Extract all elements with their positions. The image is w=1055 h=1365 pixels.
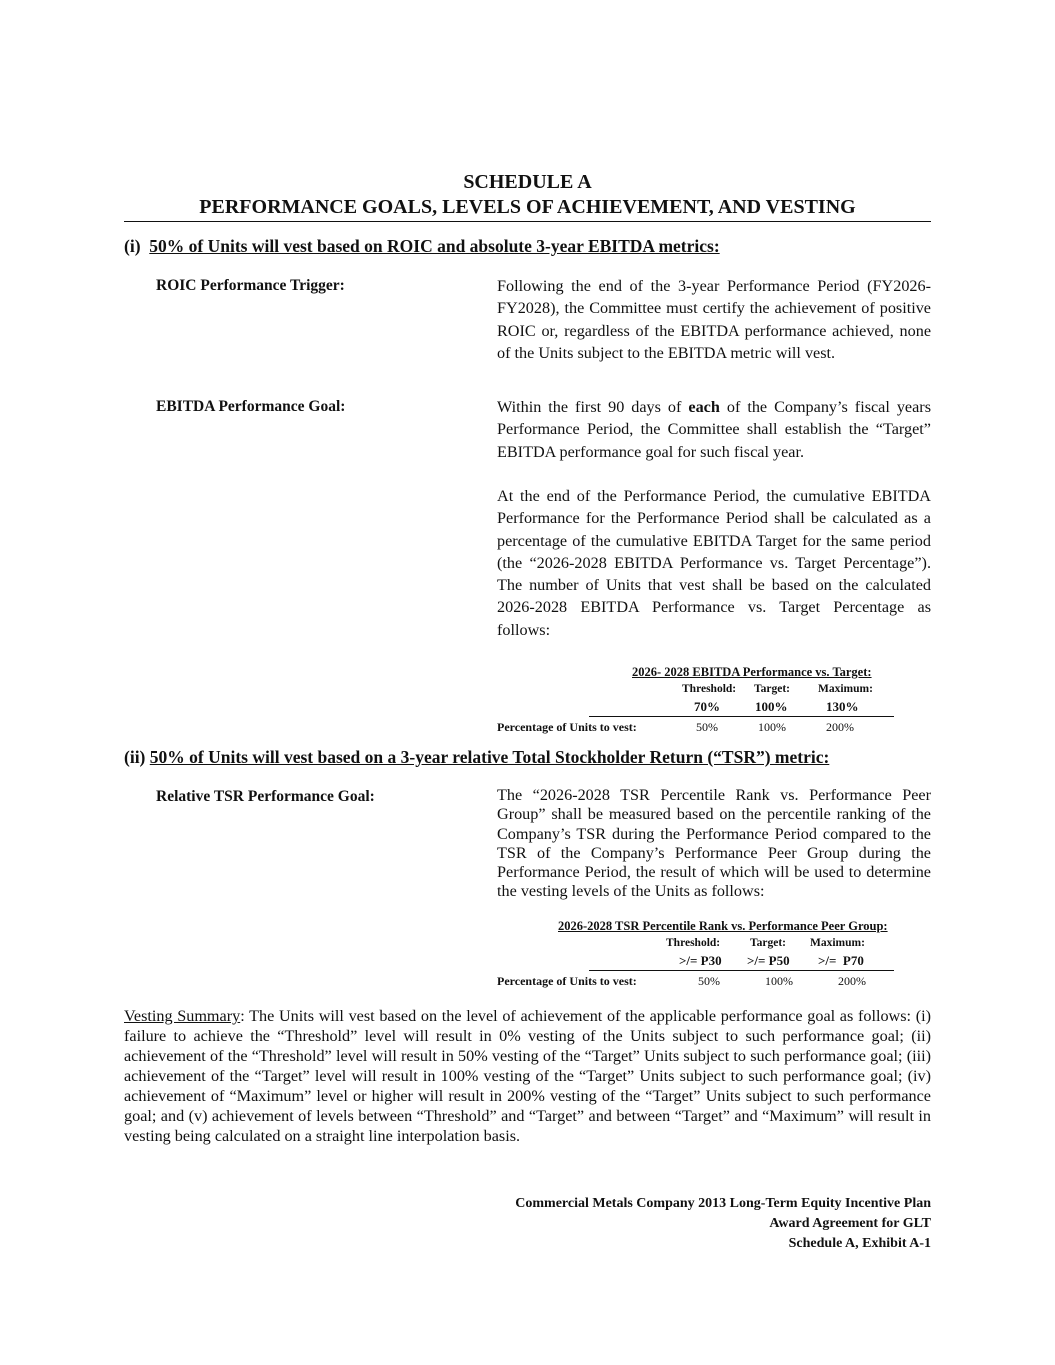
page-title — [124, 170, 931, 222]
roic-text: Following the end of the 3-year Performance Period (FY2026-FY2028), the Committee must certify the achievement of positive ROIC or, regardless of the EBITDA performance achieved, none of the Units subject to the EBITDA metric will vest. — [497, 277, 931, 362]
page-footer — [515, 1194, 931, 1254]
ebitda-text-2: At the end of the Performance Period, the cumulative EBITDA Performance for the Performance Period shall be calculated as a percentage of the cumulative EBITDA Target for the same period (the “2026-2028 EBITDA Performance vs. Target Percentage”). The number of Units that vest shall be based on the calculated 2026-2028 EBITDA Performance vs. Target Percentage as follows: — [497, 487, 931, 639]
ebitda-target-pct: 100% — [758, 720, 786, 734]
roic-label: ROIC Performance Trigger: — [156, 277, 345, 294]
tsr-target-value: >/= P50 — [747, 953, 790, 968]
tsr-threshold-name: Threshold: — [666, 937, 721, 949]
tsr-table-heading: 2026-2028 TSR Percentile Rank vs. Performance Peer Group: — [558, 919, 888, 933]
ebitda-maximum-name: Maximum: — [818, 683, 873, 695]
ebitda-text-1-bold: each — [688, 398, 720, 416]
tsr-target-pct: 100% — [765, 974, 793, 988]
section-ii-number: (ii) — [124, 747, 146, 767]
section-i-number: (i) — [124, 236, 141, 256]
ebitda-threshold-value: 70% — [694, 699, 720, 714]
ebitda-maximum-value: 130% — [826, 699, 859, 714]
tsr-maximum-value: >/= P70 — [818, 953, 864, 968]
tsr-maximum-name: Maximum: — [810, 937, 865, 949]
section-i-heading — [124, 236, 720, 257]
ebitda-maximum-pct: 200% — [826, 720, 854, 734]
footer-line-1: Commercial Metals Company 2013 Long-Term Equity Incentive Plan — [515, 1196, 931, 1211]
title-line-2: PERFORMANCE GOALS, LEVELS OF ACHIEVEMENT, AND VESTING — [199, 196, 856, 218]
ebitda-row-label: Percentage of Units to vest: — [497, 720, 637, 734]
footer-line-2: Award Agreement for GLT — [769, 1216, 931, 1231]
vesting-summary-label: Vesting Summary — [124, 1007, 241, 1025]
ebitda-text-1-before: Within the first 90 days of — [497, 398, 689, 416]
ebitda-target-value: 100% — [755, 699, 788, 714]
ebitda-table-rule — [589, 716, 894, 717]
tsr-table-rule — [589, 970, 894, 971]
tsr-threshold-value: >/= P30 — [679, 953, 722, 968]
title-line-1: SCHEDULE A — [463, 171, 592, 193]
tsr-maximum-pct: 200% — [838, 974, 866, 988]
ebitda-label: EBITDA Performance Goal: — [156, 398, 346, 415]
ebitda-text-1 — [497, 396, 931, 463]
section-ii-heading — [124, 747, 829, 768]
section-ii-title: 50% of Units will vest based on a 3-year relative Total Stockholder Return (“TSR”) metric: — [149, 747, 830, 767]
tsr-row-label: Percentage of Units to vest: — [497, 974, 637, 988]
vesting-summary-text: : The Units will vest based on the level of achievement of the applicable performance goal as follows: (i) failure to achieve the “Threshold” level will result in 0% vesting of the Units subject to such performance goal; (ii) achievement of the “Threshold” level will result in 50% vesting of the “Target” Units subject to such performance goal; (iii) achievement of the “Target” level will result in 100% vesting of the “Target” Units subject to such performance goal; (iv) achievement of “Maximum” level or higher will result in 200% vesting of the “Target” Units subject to such performance goal; and (v) achievement of levels between “Threshold” and “Target” and between “Target” and “Maximum” will result in vesting being calculated on a straight line interpolation basis. — [124, 1007, 931, 1145]
ebitda-table-heading: 2026- 2028 EBITDA Performance vs. Target: — [632, 665, 872, 679]
ebitda-target-name: Target: — [754, 683, 790, 695]
ebitda-threshold-name: Threshold: — [682, 683, 737, 695]
tsr-target-name: Target: — [750, 937, 786, 949]
tsr-threshold-pct: 50% — [698, 974, 720, 988]
section-i-title: 50% of Units will vest based on ROIC and absolute 3-year EBITDA metrics: — [149, 236, 720, 256]
vesting-summary — [124, 1006, 931, 1146]
tsr-text: The “2026-2028 TSR Percentile Rank vs. Performance Peer Group” shall be measured based on the percentile ranking of the Company’s TSR during the Performance Period compared to the TSR of the Company’s Performance Peer Group during the Performance Period, the result of which will be used to determine the vesting levels of the Units as follows: — [497, 786, 931, 901]
ebitda-text-1-after: of the Company’s fiscal years Performance Period, the Committee shall establish the “Target” EBITDA performance goal for such fiscal year. — [497, 398, 931, 461]
ebitda-threshold-pct: 50% — [696, 720, 718, 734]
tsr-label: Relative TSR Performance Goal: — [156, 788, 375, 805]
footer-line-3: Schedule A, Exhibit A-1 — [788, 1236, 931, 1251]
